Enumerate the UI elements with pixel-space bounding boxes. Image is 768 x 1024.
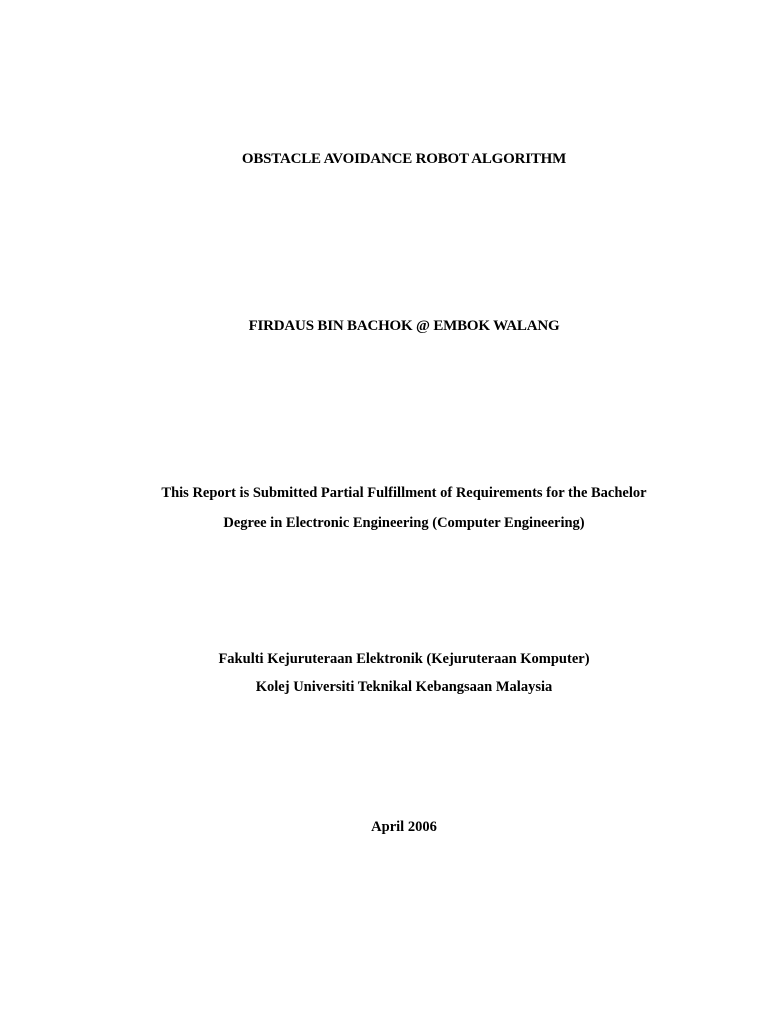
university-name: Kolej Universiti Teknikal Kebangsaan Malaysia	[255, 679, 553, 695]
author-name: FIRDAUS BIN BACHOK @ EMBOK WALANG	[248, 318, 560, 334]
submission-statement-line-2: Degree in Electronic Engineering (Computer Engineering)	[223, 515, 585, 531]
faculty-name: Fakulti Kejuruteraan Elektronik (Kejuruteraan Komputer)	[218, 651, 590, 667]
submission-date: April 2006	[371, 819, 437, 835]
submission-statement-line-1: This Report is Submitted Partial Fulfillment of Requirements for the Bachelor	[161, 485, 647, 501]
document-title: OBSTACLE AVOIDANCE ROBOT ALGORITHM	[241, 151, 567, 167]
